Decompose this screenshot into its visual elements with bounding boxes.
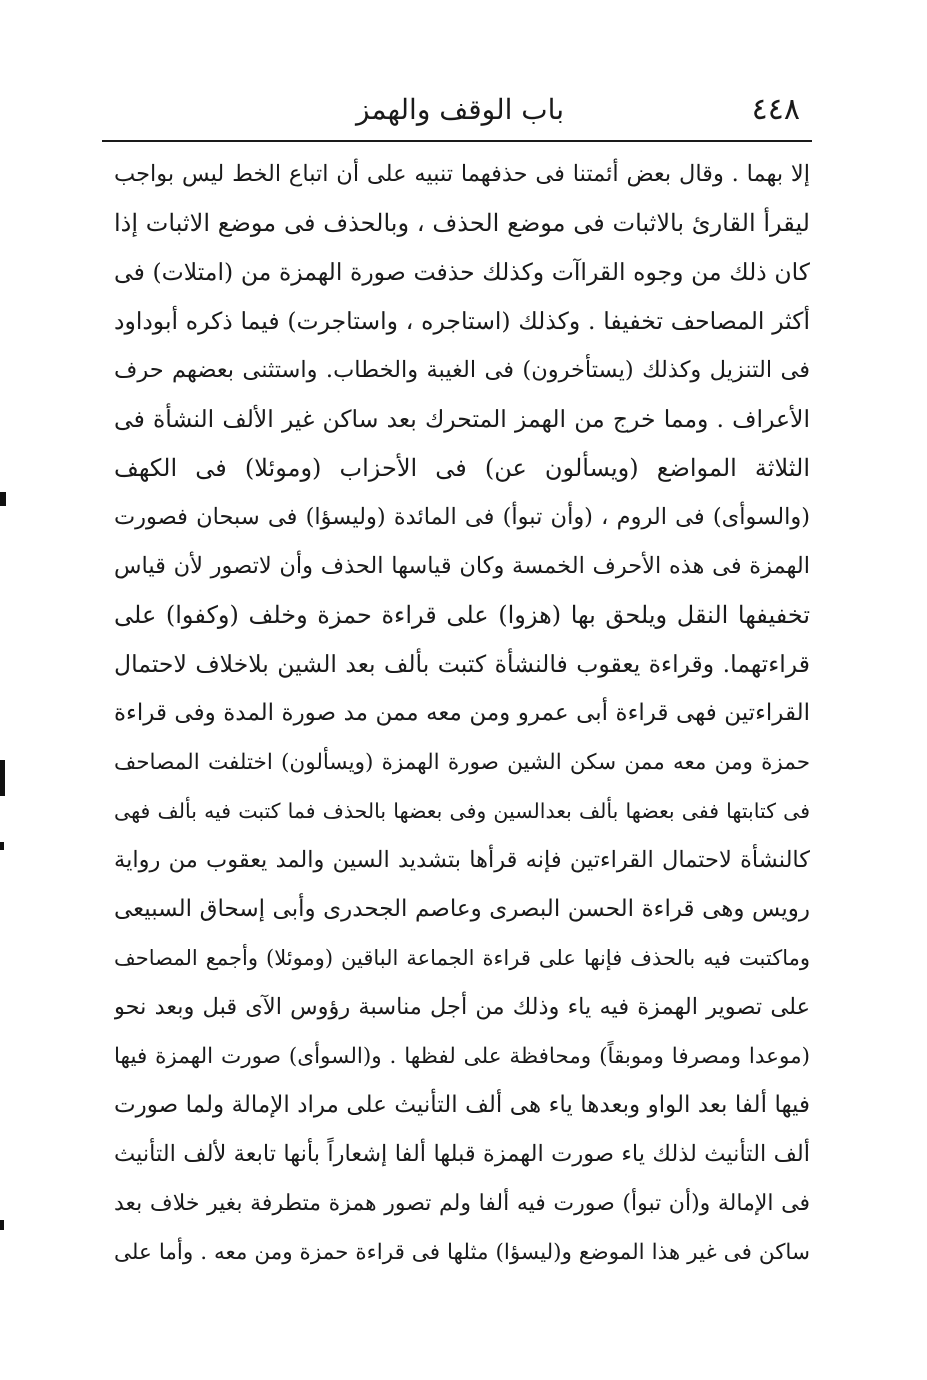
text-line: على تصوير الهمزة فيه ياء وذلك من أجل مناسبة رؤوس الآى قبل وبعد نحو bbox=[114, 994, 810, 1020]
text-line: الهمزة فى هذه الأحرف الخمسة وكان قياسها الحذف وأن لاتصور لأن قياس bbox=[114, 553, 810, 579]
text-line: رويس وهى قراءة الحسن البصرى وعاصم الجحدرى وأبى إسحاق السبيعى bbox=[114, 896, 810, 922]
text-line: أكثر المصاحف تخفيفا . وكذلك (استاجره ، واستاجرت) فيما ذكره أبوداود bbox=[114, 307, 810, 335]
text-line: ساكن فى غير هذا الموضع و(ليسؤا) مثلها فى قراءة حمزة ومن معه . وأما على bbox=[114, 1240, 810, 1265]
text-line: الأعراف . ومما خرج من الهمز المتحرك بعد ساكن غير الألف النشأة فى bbox=[114, 405, 810, 433]
scan-edge-mark bbox=[0, 1220, 4, 1230]
text-line: قراءتهما. وقراءة يعقوب فالنشأة كتبت بألف بعد الشين بلاخلاف لاحتمال bbox=[114, 650, 810, 678]
text-line: (والسوأى) فى الروم ، (وأن تبوأ) فى المائدة (وليسؤا) فى سبحان فصورت bbox=[114, 504, 810, 530]
scan-edge-mark bbox=[0, 492, 6, 506]
text-line: كالنشأة لاحتمال القراءتين فإنه قرأها بتشديد السين والمد يعقوب من رواية bbox=[114, 847, 810, 873]
page-number: ٤٤٨ bbox=[751, 92, 800, 127]
scan-edge-mark bbox=[0, 842, 4, 850]
text-line: فى التنزيل وكذلك (يستأخرون) فى الغيبة والخطاب. واستثنى بعضهم حرف bbox=[114, 357, 810, 383]
running-head bbox=[110, 90, 810, 136]
body-text bbox=[114, 150, 810, 1277]
text-line: فى الإمالة و(أن تبوأ) صورت فيه ألفا ولم تصور همزة متطرفة بغير خلاف بعد bbox=[114, 1191, 810, 1216]
chapter-title: باب الوقف والهمز bbox=[355, 93, 564, 126]
text-line: القراءتين فهى قراءة أبى عمرو ومن معه ممن مد صورة المدة وفى قراءة bbox=[114, 700, 810, 726]
text-line: كان ذلك من وجوه القراآت وكذلك حذفت صورة الهمزة من (امتلات) فى bbox=[114, 258, 810, 286]
header-rule bbox=[102, 140, 812, 142]
text-line: الثلاثة المواضع (ويسألون عن) فى الأحزاب (وموئلا) فى الكهف bbox=[114, 454, 810, 482]
text-line: إلا بهما . وقال بعض أئمتنا فى حذفهما تنبيه على أن اتباع الخط ليس بواجب bbox=[114, 161, 810, 187]
text-line: تخفيفها النقل ويلحق بها (هزوا) على قراءة حمزة وخلف (وكفوا) على bbox=[114, 601, 810, 629]
scan-edge-mark bbox=[0, 760, 5, 796]
text-line: فى كتابتها ففى بعضها بألف بعدالسين وفى بعضها بالحذف فما كتبت فيه بألف فهى bbox=[114, 799, 810, 823]
text-line: فيها ألفا بعد الواو وبعدها ياء هى ألف التأنيث على مراد الإمالة ولما صورت bbox=[114, 1092, 810, 1118]
text-line: ليقرأ القارئ بالاثبات فى موضع الحذف ، وبالحذف فى موضع الاثبات إذا bbox=[114, 209, 810, 237]
text-line: ألف التأنيث لذلك ياء صورت الهمزة قبلها ألفا إشعاراً بأنها تابعة لألف التأنيث bbox=[114, 1141, 810, 1167]
text-line: (موعدا ومصرفا وموبقاً) ومحافظة على لفظها . و(السوأى) صورت الهمزة فيها bbox=[114, 1044, 810, 1069]
text-line: حمزة ومن معه ممن سكن الشين صورة الهمزة (ويسألون) اختلفت المصاحف bbox=[114, 750, 810, 775]
text-line: وماكتبت فيه بالحذف فإنها على قراءة الجماعة الباقين (وموئلا) وأجمع المصاحف bbox=[114, 946, 810, 970]
